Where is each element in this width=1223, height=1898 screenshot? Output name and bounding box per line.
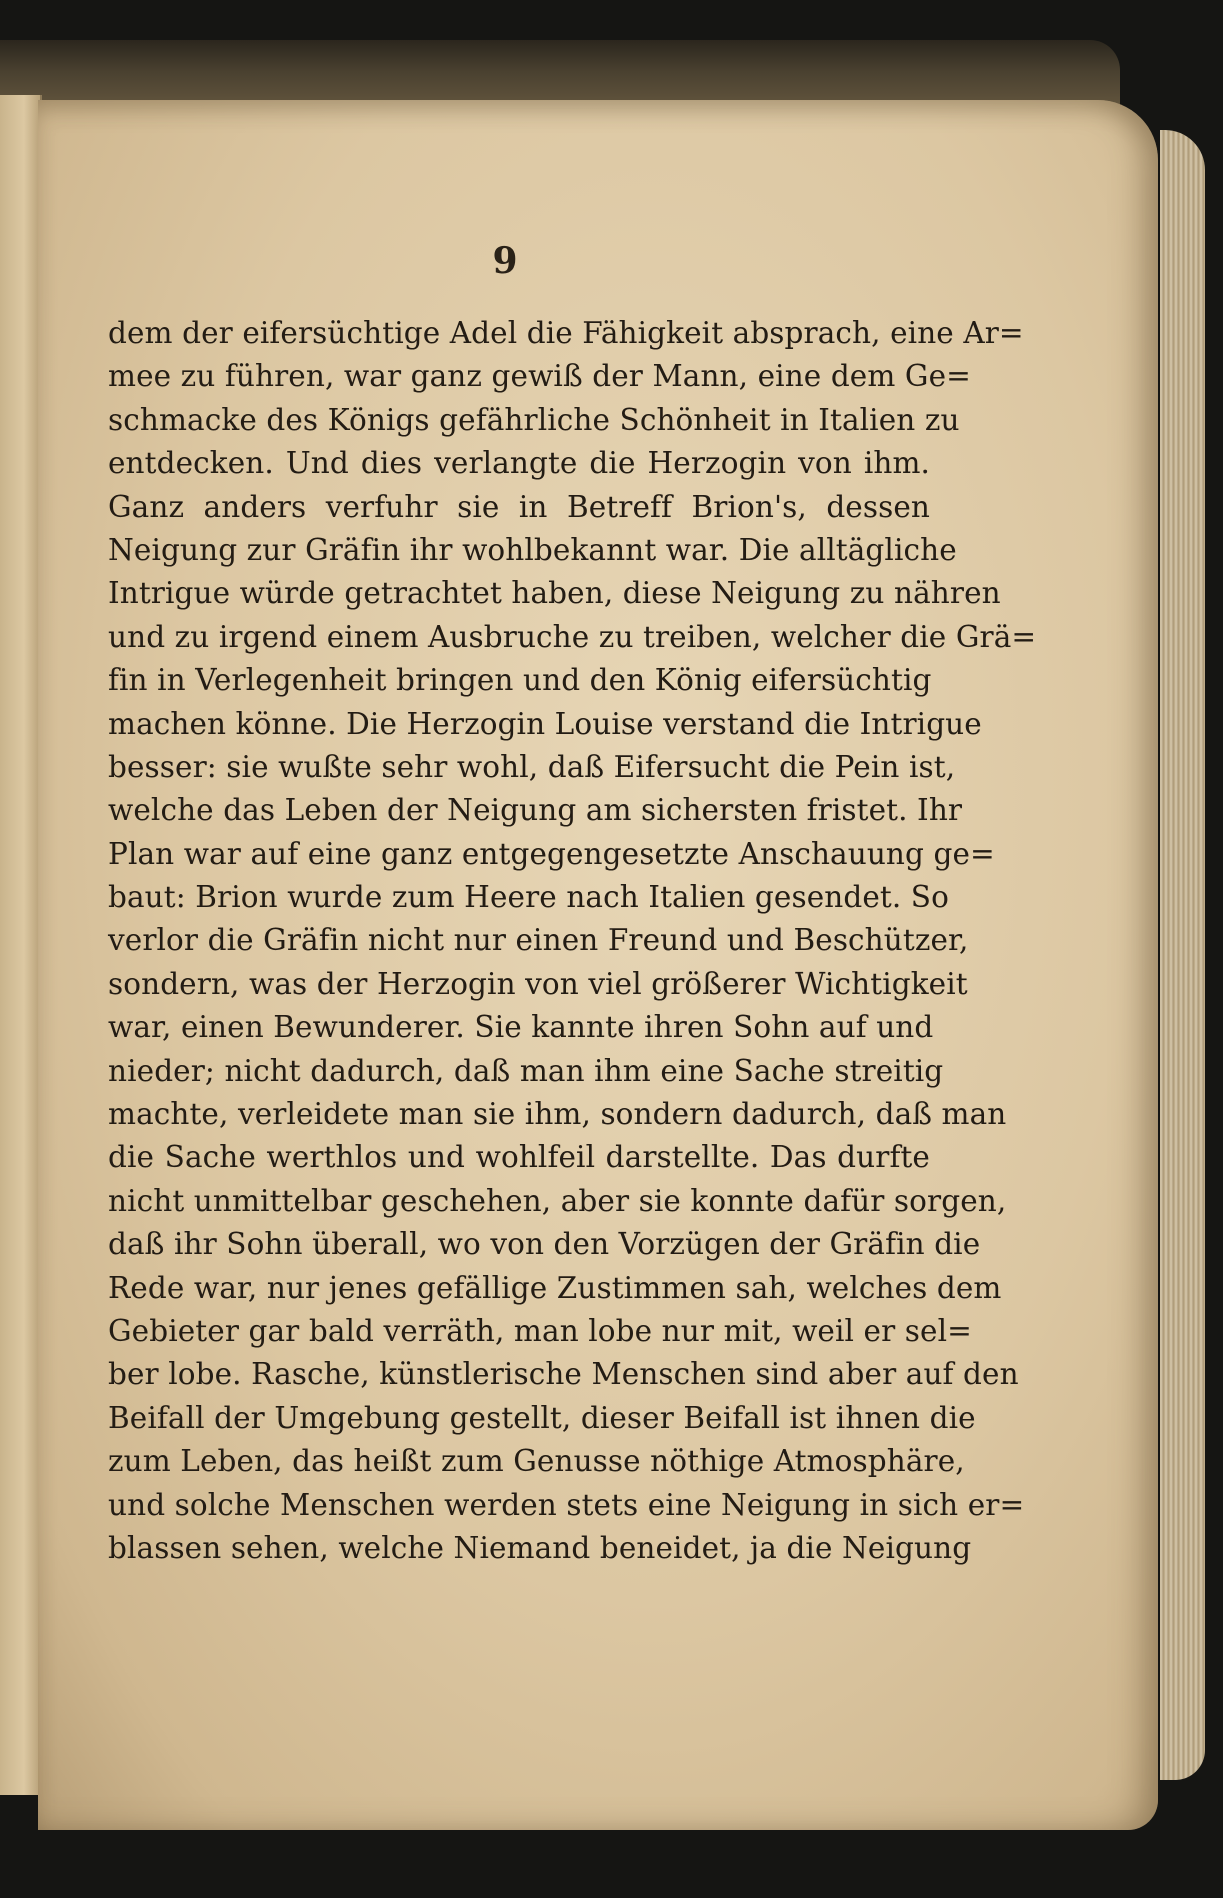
text-line: Intrigue würde getrachtet haben, diese Neigung zu nähren xyxy=(108,576,1001,611)
text-line: besser: sie wußte sehr wohl, daß Eifersucht die Pein ist, xyxy=(108,749,956,784)
text-line: Ganz anders verfuhr sie in Betreff Brion's, dessen xyxy=(108,489,930,524)
text-line: mee zu führen, war ganz gewiß der Mann, eine dem Ge= xyxy=(108,359,971,394)
text-line: nicht unmittelbar geschehen, aber sie konnte dafür sorgen, xyxy=(108,1183,1007,1218)
text-line: Plan war auf eine ganz entgegengesetzte Anschauung ge= xyxy=(108,836,995,871)
text-line: war, einen Bewunderer. Sie kannte ihren Sohn auf und xyxy=(108,1010,934,1045)
text-line: machte, verleidete man sie ihm, sondern dadurch, daß man xyxy=(108,1097,1007,1132)
text-line: die Sache werthlos und wohlfeil darstellte. Das durfte xyxy=(108,1140,930,1175)
text-line: Neigung zur Gräfin ihr wohlbekannt war. Die alltägliche xyxy=(108,532,957,567)
text-line: welche das Leben der Neigung am sichersten fristet. Ihr xyxy=(108,793,963,828)
text-line: Gebieter gar bald verräth, man lobe nur mit, weil er sel= xyxy=(108,1313,972,1348)
text-line: schmacke des Königs gefährliche Schönheit in Italien zu xyxy=(108,402,960,437)
text-line: ber lobe. Rasche, künstlerische Menschen sind aber auf den xyxy=(108,1357,1019,1392)
text-line: Beifall der Umgebung gestellt, dieser Beifall ist ihnen die xyxy=(108,1400,976,1435)
text-line: Rede war, nur jenes gefällige Zustimmen sah, welches dem xyxy=(108,1270,1002,1305)
text-line: baut: Brion wurde zum Heere nach Italien gesendet. So xyxy=(108,880,949,915)
page-number: 9 xyxy=(492,240,518,282)
text-line: und solche Menschen werden stets eine Neigung in sich er= xyxy=(108,1487,1025,1522)
text-line: daß ihr Sohn überall, wo von den Vorzügen der Gräfin die xyxy=(108,1227,981,1262)
facing-page-edge xyxy=(0,95,42,1795)
text-line: und zu irgend einem Ausbruche zu treiben, welcher die Grä= xyxy=(108,619,1037,654)
page-stack-edge xyxy=(1160,130,1205,1780)
page-text xyxy=(108,312,1037,1570)
text-line: blassen sehen, welche Niemand beneidet, ja die Neigung xyxy=(108,1530,972,1565)
text-line: nieder; nicht dadurch, daß man ihm eine Sache streitig xyxy=(108,1053,944,1088)
text-line: verlor die Gräfin nicht nur einen Freund und Beschützer, xyxy=(108,923,969,958)
text-line: zum Leben, das heißt zum Genusse nöthige Atmosphäre, xyxy=(108,1444,965,1479)
text-line: fin in Verlegenheit bringen und den König eifersüchtig xyxy=(108,663,932,698)
text-line: sondern, was der Herzogin von viel größerer Wichtigkeit xyxy=(108,966,968,1001)
text-line: entdecken. Und dies verlangte die Herzogin von ihm. xyxy=(108,446,930,481)
text-line: dem der eifersüchtige Adel die Fähigkeit absprach, eine Ar= xyxy=(108,316,1024,350)
text-line: machen könne. Die Herzogin Louise verstand die Intrigue xyxy=(108,706,982,741)
